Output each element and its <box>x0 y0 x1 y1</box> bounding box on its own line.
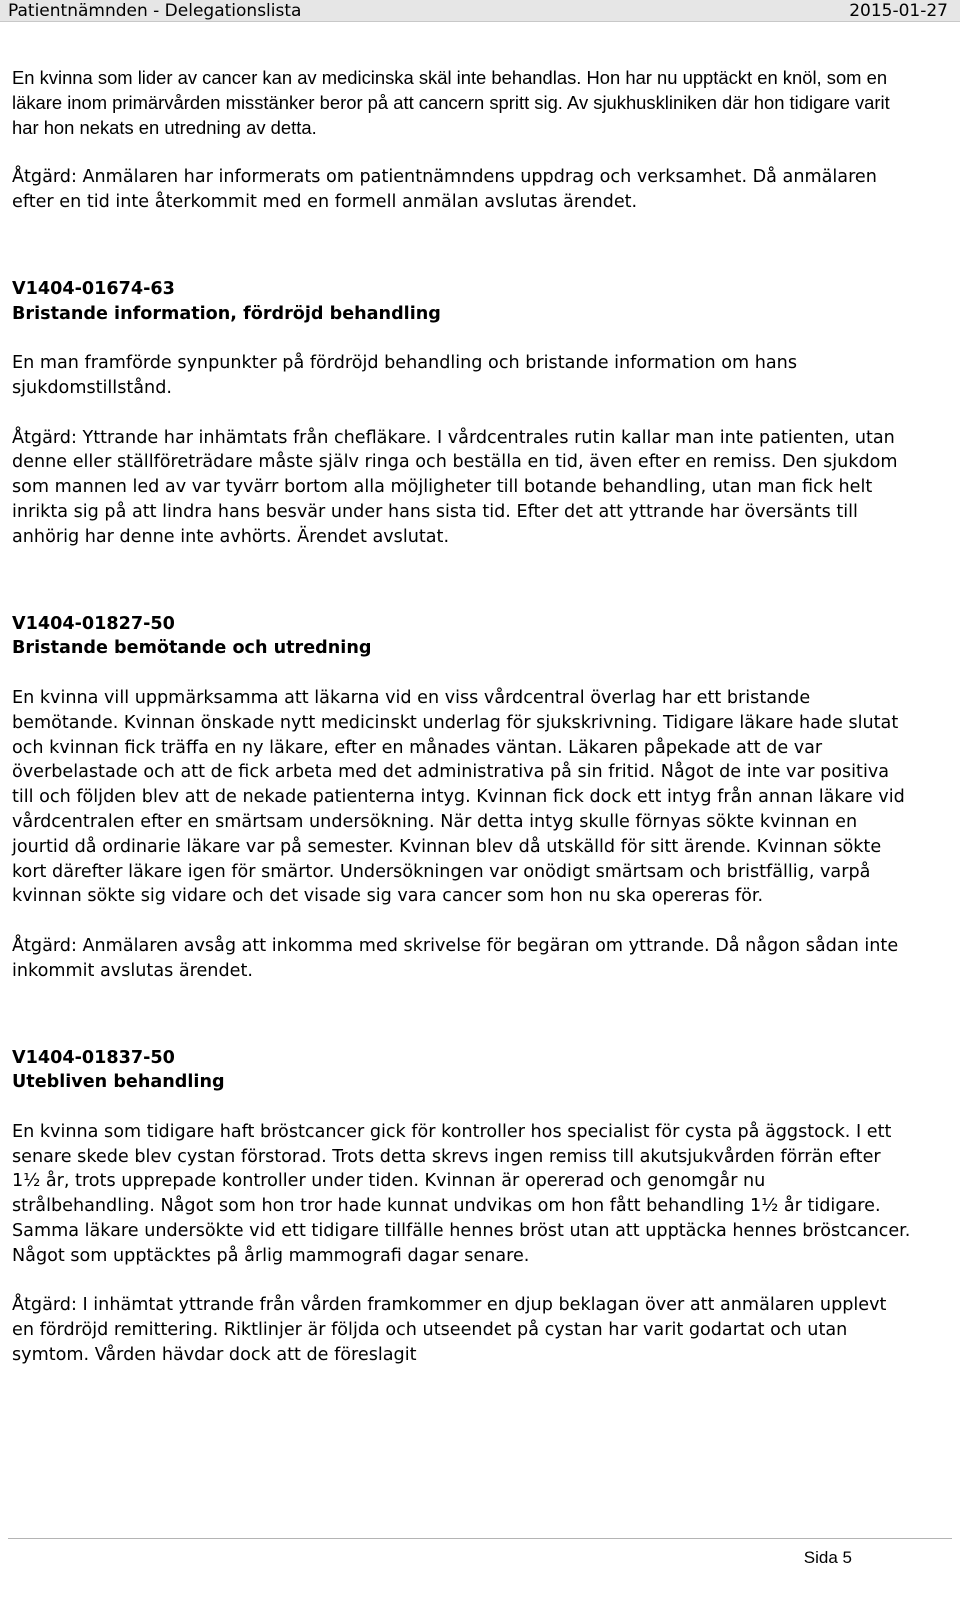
case-action: Åtgärd: I inhämtat yttrande från vården framkommer en djup beklagan över att anmälaren upplevt en fördröjd remittering. Riktlinjer är följda och utseendet på cystan har varit godartat och utan symtom. Vården hävdar dock att de föreslagit <box>12 1295 887 1366</box>
case-description: En kvinna vill uppmärksamma att läkarna vid en viss vårdcentral överlag har ett bristande bemötande. Kvinnan önskade nytt medicinskt underlag för sjukskrivning. Tidigare läkare hade slutat och kvinnan fick träffa en ny läkare, efter en månades väntan. Läkaren påpekade att de var överbelastade och att de fick arbeta med det administrativa på sin fritid. Något de inte var positiva till och följden blev att de nekade patienterna intyg. Kvinnan fick dock ett intyg från annan läkare vid vårdcentralen efter en smärtsam undersökning. När detta intyg skulle förnyas sökte kvinnan en jourtid då ordinarie läkare var på semester. Kvinnan blev då utskälld för sitt ärende. Kvinnan sökte kort därefter läkare igen för smärtor. Undersökningen var onödigt smärtsam och bristfällig, varpå kvinnan sökte sig vidare och det visade sig vara cancer som hon nu ska opereras för. <box>12 687 905 907</box>
case-title: Bristande bemötande och utredning <box>12 638 372 659</box>
case-title: Bristande information, fördröjd behandling <box>12 303 441 324</box>
case-entry <box>12 277 912 550</box>
page-footer <box>0 1538 960 1597</box>
case-entry <box>12 1046 912 1368</box>
document-body <box>12 66 912 1368</box>
case-action: Åtgärd: Anmälaren avsåg att inkomma med skrivelse för begäran om yttrande. Då någon sådan inte inkommit avslutas ärendet. <box>12 935 899 981</box>
case-id: V1404-01674-63 <box>12 278 175 299</box>
case-action: Åtgärd: Anmälaren har informerats om patientnämndens uppdrag och verksamhet. Då anmälaren efter en tid inte återkommit med en formell anmälan avslutas ärendet. <box>12 167 877 212</box>
case-description: En kvinna som tidigare haft bröstcancer gick för kontroller hos specialist för cysta på äggstock. I ett senare skede blev cystan förstorad. Trots detta skrevs ingen remiss till akutsjukvården förrän efter 1½ år, trots upprepade kontroller under tiden. Kvinnan är opererad och genomgår nu strålbehandling. Något som hon tror hade kunnat undvikas om hon fått behandling 1½ år tidigare. Samma läkare undersökte vid ett tidigare tillfälle hennes bröst utan att upptäcka hennes bröstcancer. Något som upptäcktes på årlig mammografi dagar senare. <box>12 1121 911 1266</box>
case-description: En kvinna som lider av cancer kan av medicinska skäl inte behandlas. Hon har nu upptäckt en knöl, som en läkare inom primärvården misstänker beror på att cancern spritt sig. Av sjukhuskliniken där hon tidigare varit har hon nekats en utredning av detta. <box>12 67 890 138</box>
document-date: 2015-01-27 <box>849 1 948 21</box>
document-title: Patientnämnden - Delegationslista <box>8 1 302 21</box>
case-id: V1404-01827-50 <box>12 613 175 634</box>
case-title: Utebliven behandling <box>12 1072 225 1093</box>
intro-case <box>12 66 912 215</box>
case-entry <box>12 612 912 984</box>
case-id: V1404-01837-50 <box>12 1047 175 1068</box>
case-action: Åtgärd: Yttrande har inhämtats från chefläkare. I vårdcentrales rutin kallar man inte patienten, utan denne eller ställföreträdare måste själv ringa och beställa en tid, även efter en remiss. Den sjukdom som mannen led av var tyvärr bortom alla möjligheter till botande behandling, utan man fick helt inrikta sig på att lindra hans besvär under hans sista tid. Efter det att yttrande har översänts till anhörig har denne inte avhörts. Ärendet avslutat. <box>12 427 898 547</box>
page-header <box>0 0 960 22</box>
page-number: Sida 5 <box>803 1548 852 1567</box>
case-description: En man framförde synpunkter på fördröjd behandling och bristande information om hans sjukdomstillstånd. <box>12 353 797 398</box>
footer-divider <box>8 1538 952 1539</box>
